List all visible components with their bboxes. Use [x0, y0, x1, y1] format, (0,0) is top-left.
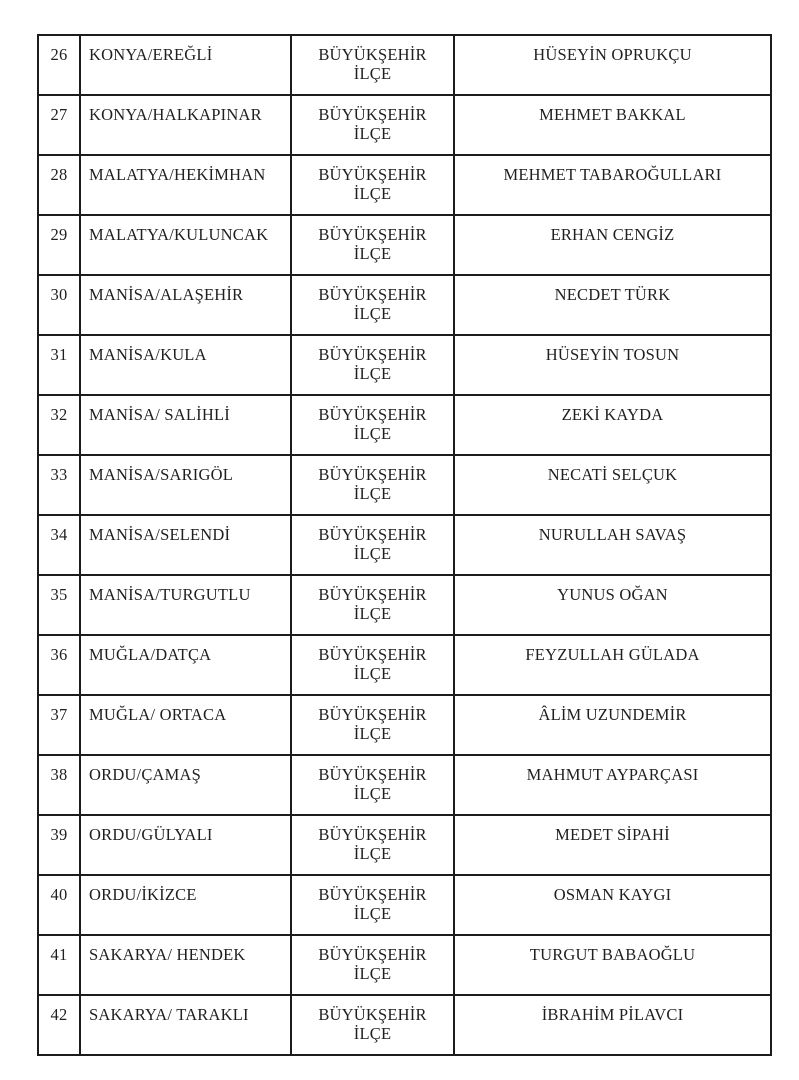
table-row	[38, 935, 771, 995]
mayor-name-cell: YUNUS OĞAN	[454, 575, 771, 635]
row-number-cell: 28	[38, 155, 80, 215]
row-number-cell: 40	[38, 875, 80, 935]
row-number-cell: 36	[38, 635, 80, 695]
table-row	[38, 155, 771, 215]
row-number-cell: 42	[38, 995, 80, 1055]
row-number-cell: 30	[38, 275, 80, 335]
row-number-cell: 39	[38, 815, 80, 875]
district-cell: MANİSA/SELENDİ	[80, 515, 291, 575]
district-cell: KONYA/EREĞLİ	[80, 35, 291, 95]
mayor-name-cell: NECDET TÜRK	[454, 275, 771, 335]
municipality-type-line2: İLÇE	[353, 904, 392, 923]
table-row	[38, 275, 771, 335]
row-number-cell: 31	[38, 335, 80, 395]
municipality-type-line2: İLÇE	[353, 544, 392, 563]
municipality-type-cell	[291, 635, 454, 695]
district-cell: MALATYA/HEKİMHAN	[80, 155, 291, 215]
municipality-type-cell	[291, 995, 454, 1055]
roster-table	[37, 34, 772, 1056]
row-number-cell: 34	[38, 515, 80, 575]
mayor-name-cell: MEHMET TABAROĞULLARI	[454, 155, 771, 215]
municipality-type-cell	[291, 35, 454, 95]
table-row	[38, 815, 771, 875]
mayor-name-cell: HÜSEYİN OPRUKÇU	[454, 35, 771, 95]
mayor-name-cell: İBRAHİM PİLAVCI	[454, 995, 771, 1055]
table-row	[38, 695, 771, 755]
district-cell: MUĞLA/DATÇA	[80, 635, 291, 695]
table-row	[38, 395, 771, 455]
municipality-type-line2: İLÇE	[353, 484, 392, 503]
municipality-type-line2: İLÇE	[353, 604, 392, 623]
table-row	[38, 575, 771, 635]
municipality-type-line2: İLÇE	[353, 664, 392, 683]
table-row	[38, 215, 771, 275]
district-cell: ORDU/GÜLYALI	[80, 815, 291, 875]
municipality-type-line1: BÜYÜKŞEHİR	[318, 465, 427, 484]
municipality-type-line1: BÜYÜKŞEHİR	[318, 345, 427, 364]
municipality-type-line1: BÜYÜKŞEHİR	[318, 585, 427, 604]
table-row	[38, 515, 771, 575]
municipality-type-cell	[291, 875, 454, 935]
district-cell: KONYA/HALKAPINAR	[80, 95, 291, 155]
row-number-cell: 41	[38, 935, 80, 995]
table-row	[38, 875, 771, 935]
district-cell: ORDU/ÇAMAŞ	[80, 755, 291, 815]
municipality-type-cell	[291, 695, 454, 755]
municipality-type-line1: BÜYÜKŞEHİR	[318, 705, 427, 724]
municipality-type-cell	[291, 395, 454, 455]
municipality-type-line2: İLÇE	[353, 784, 392, 803]
mayor-name-cell: FEYZULLAH GÜLADA	[454, 635, 771, 695]
municipality-type-line2: İLÇE	[353, 184, 392, 203]
municipality-type-line2: İLÇE	[353, 244, 392, 263]
table-row	[38, 635, 771, 695]
roster-table-body	[38, 35, 771, 1055]
mayor-name-cell: HÜSEYİN TOSUN	[454, 335, 771, 395]
row-number-cell: 37	[38, 695, 80, 755]
municipality-type-line1: BÜYÜKŞEHİR	[318, 825, 427, 844]
table-row	[38, 35, 771, 95]
district-cell: MANİSA/ALAŞEHİR	[80, 275, 291, 335]
row-number-cell: 26	[38, 35, 80, 95]
row-number-cell: 32	[38, 395, 80, 455]
district-cell: SAKARYA/ HENDEK	[80, 935, 291, 995]
mayor-name-cell: MEDET SİPAHİ	[454, 815, 771, 875]
municipality-type-cell	[291, 95, 454, 155]
municipality-type-cell	[291, 935, 454, 995]
municipality-type-line1: BÜYÜKŞEHİR	[318, 645, 427, 664]
municipality-type-line1: BÜYÜKŞEHİR	[318, 1005, 427, 1024]
row-number-cell: 35	[38, 575, 80, 635]
municipality-type-cell	[291, 515, 454, 575]
municipality-type-line1: BÜYÜKŞEHİR	[318, 285, 427, 304]
municipality-type-line2: İLÇE	[353, 724, 392, 743]
mayor-name-cell: ZEKİ KAYDA	[454, 395, 771, 455]
table-row	[38, 755, 771, 815]
mayor-name-cell: NURULLAH SAVAŞ	[454, 515, 771, 575]
municipality-type-line2: İLÇE	[353, 364, 392, 383]
district-cell: MUĞLA/ ORTACA	[80, 695, 291, 755]
mayor-name-cell: ERHAN CENGİZ	[454, 215, 771, 275]
district-cell: MANİSA/TURGUTLU	[80, 575, 291, 635]
mayor-name-cell: MAHMUT AYPARÇASI	[454, 755, 771, 815]
municipality-type-cell	[291, 815, 454, 875]
table-row	[38, 335, 771, 395]
mayor-name-cell: OSMAN KAYGI	[454, 875, 771, 935]
table-row	[38, 95, 771, 155]
municipality-type-line1: BÜYÜKŞEHİR	[318, 45, 427, 64]
district-cell: MANİSA/ SALİHLİ	[80, 395, 291, 455]
row-number-cell: 38	[38, 755, 80, 815]
municipality-type-cell	[291, 575, 454, 635]
municipality-type-line2: İLÇE	[353, 844, 392, 863]
district-cell: SAKARYA/ TARAKLI	[80, 995, 291, 1055]
municipality-type-line1: BÜYÜKŞEHİR	[318, 165, 427, 184]
district-cell: MALATYA/KULUNCAK	[80, 215, 291, 275]
municipality-type-line2: İLÇE	[353, 304, 392, 323]
municipality-type-cell	[291, 455, 454, 515]
municipality-type-line1: BÜYÜKŞEHİR	[318, 405, 427, 424]
municipality-type-line1: BÜYÜKŞEHİR	[318, 885, 427, 904]
municipality-type-cell	[291, 335, 454, 395]
municipality-type-line2: İLÇE	[353, 124, 392, 143]
row-number-cell: 27	[38, 95, 80, 155]
municipality-type-cell	[291, 275, 454, 335]
municipality-type-line2: İLÇE	[353, 424, 392, 443]
municipality-type-line1: BÜYÜKŞEHİR	[318, 765, 427, 784]
district-cell: MANİSA/SARIGÖL	[80, 455, 291, 515]
municipality-type-line2: İLÇE	[353, 964, 392, 983]
municipality-type-line2: İLÇE	[353, 64, 392, 83]
table-row	[38, 995, 771, 1055]
municipality-type-line1: BÜYÜKŞEHİR	[318, 525, 427, 544]
municipality-type-cell	[291, 155, 454, 215]
mayor-name-cell: MEHMET BAKKAL	[454, 95, 771, 155]
row-number-cell: 29	[38, 215, 80, 275]
mayor-name-cell: ÂLİM UZUNDEMİR	[454, 695, 771, 755]
municipality-type-cell	[291, 755, 454, 815]
municipality-type-cell	[291, 215, 454, 275]
mayor-name-cell: NECATİ SELÇUK	[454, 455, 771, 515]
municipality-type-line2: İLÇE	[353, 1024, 392, 1043]
district-cell: ORDU/İKİZCE	[80, 875, 291, 935]
district-cell: MANİSA/KULA	[80, 335, 291, 395]
table-row	[38, 455, 771, 515]
mayor-name-cell: TURGUT BABAOĞLU	[454, 935, 771, 995]
municipality-type-line1: BÜYÜKŞEHİR	[318, 945, 427, 964]
row-number-cell: 33	[38, 455, 80, 515]
municipality-type-line1: BÜYÜKŞEHİR	[318, 225, 427, 244]
municipality-type-line1: BÜYÜKŞEHİR	[318, 105, 427, 124]
